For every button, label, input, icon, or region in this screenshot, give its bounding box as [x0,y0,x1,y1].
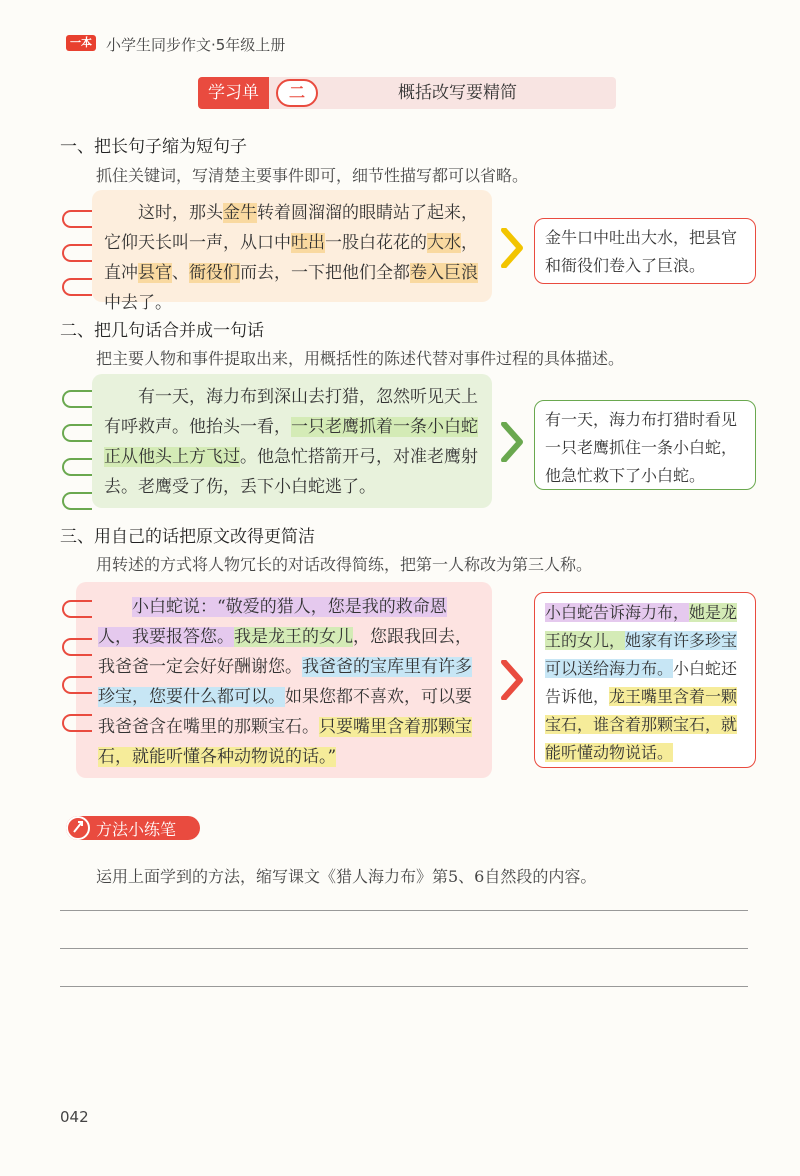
binder-ring-icon [62,638,92,656]
section-3-result-text: 小白蛇告诉海力布，她是龙王的女儿，她家有许多珍宝可以送给海力布。小白蛇还告诉他，龙王嘴里含着一颗宝石，谁含着那颗宝石，就能听懂动物说话。 [545,603,738,762]
banner-title: 概括改写要精简 [398,83,517,103]
section-2-binder-rings [62,390,92,510]
banner-tag: 学习单 [198,77,269,109]
binder-ring-icon [62,714,92,732]
section-2-result-box [534,400,756,490]
publisher-logo: 一本 [66,35,96,51]
binder-ring-icon [62,458,92,476]
writing-line [60,986,748,987]
section-3-source-text: 小白蛇说：“敬爱的猎人，您是我的救命恩人，我要报答您。我是龙王的女儿，您跟我回去，我爸爸一定会好好酬谢您。我爸爸的宝库里有许多珍宝，您要什么都可以。如果您都不喜欢，可以要我爸爸含在嘴里的那颗宝石。只要嘴里含着那颗宝石，就能听懂各种动物说的话。” [98,597,472,767]
section-2-source-text: 有一天，海力布到深山去打猎，忽然听见天上有呼救声。他抬头一看，一只老鹰抓着一条小白蛇正从他头上方飞过。他急忙搭箭开弓，对准老鹰射去。老鹰受了伤，丢下小白蛇逃了。 [104,387,478,497]
section-2-intro: 把主要人物和事件提取出来，用概括性的陈述代替对事件过程的具体描述。 [96,349,625,368]
book-title: 小学生同步作文·5年级上册 [106,36,286,54]
section-3-binder-rings [62,600,92,732]
section-2-source-box [92,374,492,508]
practice-label-badge [62,812,202,842]
binder-ring-icon [62,278,92,296]
worksheet-banner [198,77,616,109]
arrow-right-icon [500,422,524,462]
arrow-right-icon [500,660,524,700]
section-1-heading: 一、把长句子缩为短句子 [60,137,247,157]
section-1-result-box [534,218,756,284]
practice-label: 方法小练笔 [96,820,177,839]
section-1-source-text: 这时，那头金牛转着圆溜溜的眼睛站了起来，它仰天长叫一声，从口中吐出一股白花花的大水，直冲县官、衙役们而去，一下把他们全都卷入巨浪中去了。 [104,203,478,313]
binder-ring-icon [62,492,92,510]
banner-number: 二 [276,79,318,107]
writing-line [60,910,748,911]
section-3-heading: 三、用自己的话把原文改得更简洁 [60,527,315,547]
section-1-intro: 抓住关键词，写清楚主要事件即可，细节性描写都可以省略。 [96,166,529,185]
binder-ring-icon [62,600,92,618]
binder-ring-icon [62,210,92,228]
binder-ring-icon [62,244,92,262]
arrow-right-icon [500,228,524,268]
section-2-result-text: 有一天，海力布打猎时看见一只老鹰抓住一条小白蛇，他急忙救下了小白蛇。 [545,410,738,485]
practice-prompt: 运用上面学到的方法，缩写课文《猎人海力布》第5、6自然段的内容。 [96,867,597,886]
section-3-source-box [76,582,492,778]
section-3-intro: 用转述的方式将人物冗长的对话改得简练，把第一人称改为第三人称。 [96,555,593,574]
binder-ring-icon [62,676,92,694]
section-1-source-box [92,190,492,313]
section-1-result-text: 金牛口中吐出大水，把县官和衙役们卷入了巨浪。 [545,228,738,275]
section-2-heading: 二、把几句话合并成一句话 [60,321,264,341]
writing-line [60,948,748,949]
binder-ring-icon [62,424,92,442]
section-3-result-box [534,592,756,768]
binder-ring-icon [62,390,92,408]
page-number: 042 [60,1108,89,1126]
section-1-binder-rings [62,210,92,296]
